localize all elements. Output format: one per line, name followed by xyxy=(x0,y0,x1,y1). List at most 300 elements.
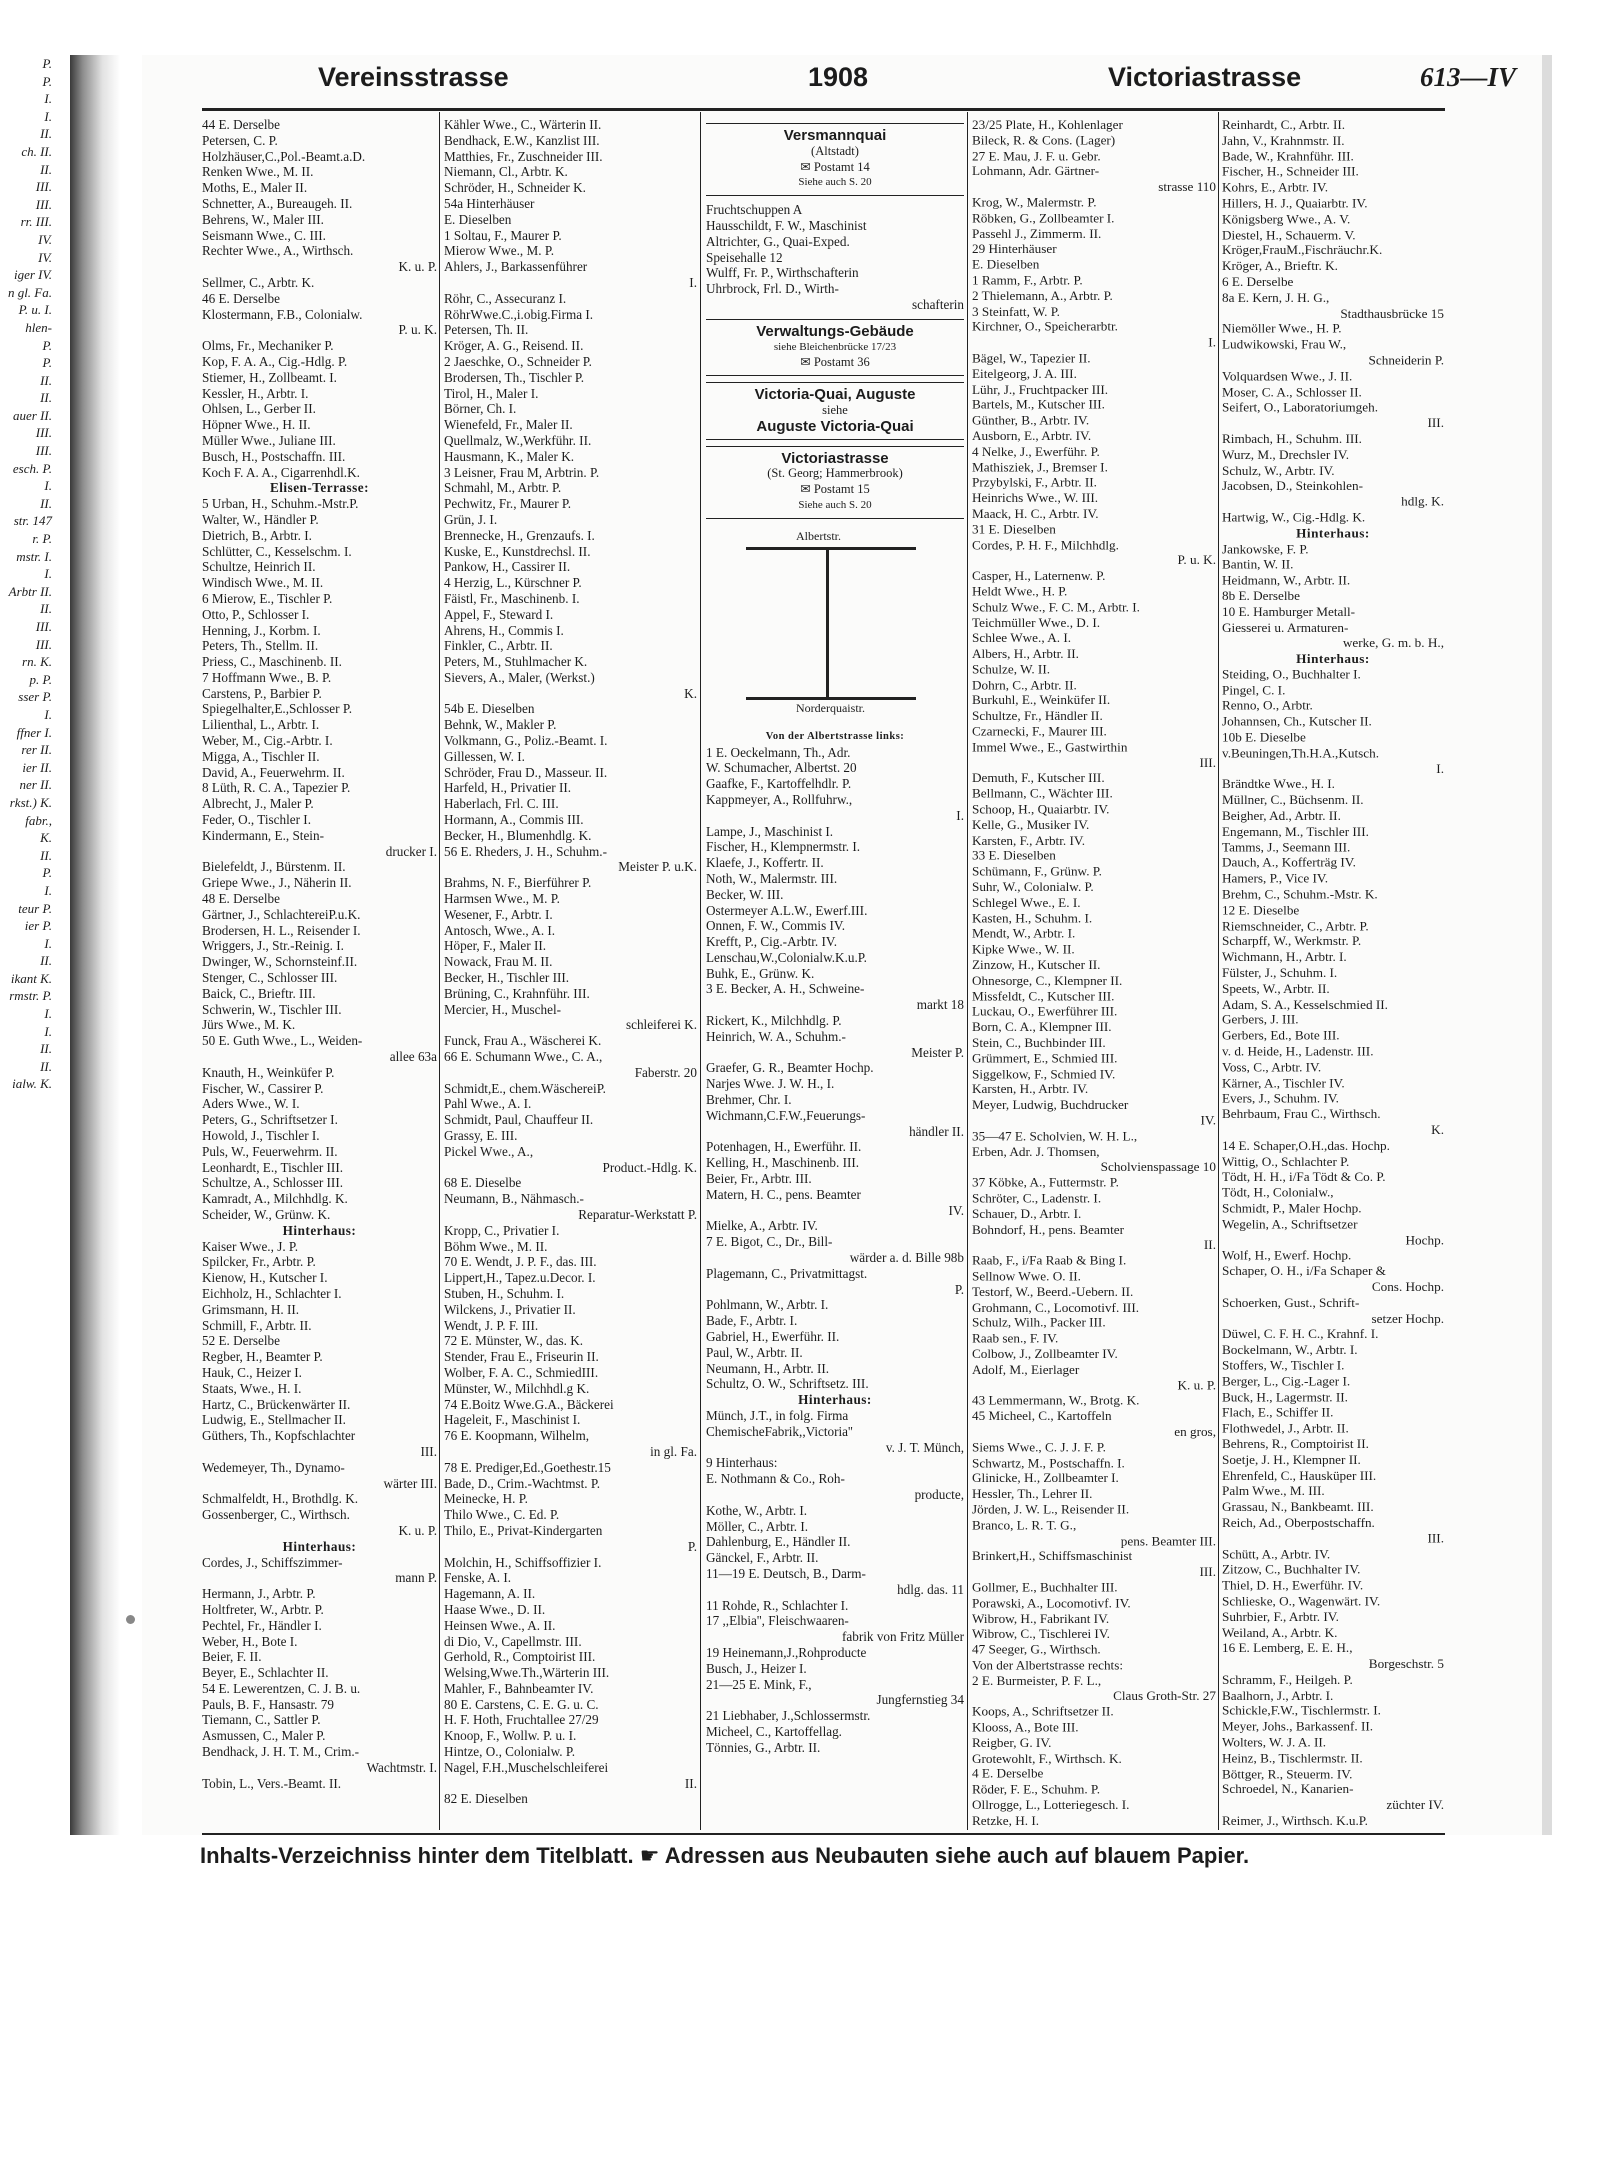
directory-entry: Brodersen, Th., Tischler P. xyxy=(444,369,585,385)
directory-entry: Narjes Wwe. J. W. H., I. xyxy=(706,1076,835,1092)
victoriastrasse-postamt: Postamt 15 xyxy=(813,482,870,497)
left-page-fragment: III. xyxy=(35,179,52,195)
directory-entry: Steiding, O., Buchhalter I. xyxy=(1222,666,1361,682)
directory-entry: Neumann, B., Nähmasch.- xyxy=(444,1191,584,1207)
directory-entry: 7 E. Bigot, C., Dr., Bill- xyxy=(706,1234,833,1250)
left-page-fragment: ier II. xyxy=(22,759,52,775)
left-page-fragment: hlen- xyxy=(25,319,52,335)
directory-entry: 46 E. Derselbe xyxy=(202,290,280,306)
directory-entry: Siggelkow, F., Schmied IV. xyxy=(972,1066,1116,1081)
directory-entry: 29 Hinterhäuser xyxy=(972,241,1057,257)
directory-entry: Schütt, A., Arbtr. IV. xyxy=(1222,1546,1331,1562)
directory-entry: Rimbach, H., Schuhm. III. xyxy=(1222,431,1362,447)
directory-entry: Wibrow, C., Tischlerei IV. xyxy=(972,1626,1110,1642)
directory-entry: Günther, B., Arbtr. IV. xyxy=(972,412,1090,428)
directory-entry: Hintze, O., Colonialw. P. xyxy=(444,1744,576,1760)
directory-entry: I. xyxy=(689,274,697,290)
directory-entry: 5 Urban, H., Schuhm.-Mstr.P. xyxy=(202,496,359,512)
directory-entry: Mendt, W., Arbtr. I. xyxy=(972,926,1076,941)
left-page-fragment: II. xyxy=(40,601,52,617)
directory-entry: 48 E. Derselbe xyxy=(202,891,280,907)
directory-entry: Griepe Wwe., J., Näherin II. xyxy=(202,875,352,891)
directory-entry: Peters, M., Stuhlmacher K. xyxy=(444,654,588,670)
directory-entry: Kohrs, E., Arbtr. IV. xyxy=(1222,179,1328,195)
directory-entry: Claus Groth-Str. 27 xyxy=(1113,1688,1216,1704)
directory-entry: Gänckel, F., Arbtr. II. xyxy=(706,1550,819,1566)
directory-entry: Matthies, Fr., Zuschneider III. xyxy=(444,148,603,164)
directory-entry: Kasten, H., Schuhm. I. xyxy=(972,910,1093,926)
directory-entry: Peters, G., Schriftsetzer I. xyxy=(202,1112,338,1128)
directory-entry: Jankowske, F. P. xyxy=(1222,541,1309,556)
directory-entry: Scholvienspassage 10 xyxy=(1100,1159,1216,1175)
directory-entry: III. xyxy=(420,1443,437,1459)
versmannquai-box xyxy=(706,123,964,196)
directory-entry: Grassy, E. III. xyxy=(444,1128,518,1143)
directory-entry: Puls, W., Feuerwehrm. II. xyxy=(202,1143,338,1159)
left-page-fragment: iger IV. xyxy=(13,267,52,283)
paper-speck xyxy=(126,1615,135,1624)
directory-entry: 21 Liebhaber, J.,Schlossermstr. xyxy=(706,1708,871,1724)
directory-entry: 23/25 Plate, H., Kohlenlager xyxy=(972,117,1123,132)
left-page-fragment: P. xyxy=(42,865,52,881)
left-page-fragment: II. xyxy=(40,847,52,863)
directory-entry: Gerbers, J. III. xyxy=(1222,1012,1299,1028)
directory-entry: I. xyxy=(1208,334,1216,350)
versmannquai-entries xyxy=(706,202,964,313)
directory-entry: Becker, H., Tischler III. xyxy=(444,970,570,986)
directory-entry: Hillers, H. J., Quaiarbtr. IV. xyxy=(1222,195,1368,211)
directory-entry: Gerhold, R., Comptoirist III. xyxy=(444,1649,596,1665)
directory-entry: Priess, C., Maschinenb. II. xyxy=(202,654,342,670)
victoriastrasse-title: Victoriastrasse xyxy=(781,449,889,467)
directory-entry: Giesserei u. Armaturen- xyxy=(1222,619,1349,635)
directory-entry: Sellnow Wwe. O. II. xyxy=(972,1268,1081,1284)
victoriastrasse-see: Siehe auch S. 20 xyxy=(798,498,872,511)
directory-entry: Thilo Wwe., C. Ed. P. xyxy=(444,1507,560,1523)
directory-entry: 16 E. Lemberg, E. E. H., xyxy=(1222,1640,1353,1656)
directory-entry: Fischer, W., Cassirer P. xyxy=(202,1080,324,1096)
left-page-fragment: auer II. xyxy=(13,407,52,423)
directory-entry: Przybylski, F., Arbtr. II. xyxy=(972,474,1097,490)
directory-entry: 4 Herzig, L., Kürschner P. xyxy=(444,575,582,591)
directory-entry: Voss, C., Arbtr. IV. xyxy=(1222,1059,1322,1075)
directory-entry: Holtfreter, W., Arbtr. P. xyxy=(202,1601,324,1617)
column-divider xyxy=(1218,112,1219,1830)
directory-entry: Jacobsen, D., Steinkohlen- xyxy=(1222,478,1364,494)
directory-entry: Gossenberger, C., Wirthsch. xyxy=(202,1507,350,1523)
directory-entry: pens. Beamter III. xyxy=(1120,1532,1216,1548)
directory-entry: Tönnies, G., Arbtr. II. xyxy=(706,1739,821,1755)
directory-entry: Weiland, A., Arbtr. K. xyxy=(1222,1624,1338,1640)
directory-entry: Teichmüller Wwe., D. I. xyxy=(972,614,1101,630)
directory-entry: Wriggers, J., Str.-Reinig. I. xyxy=(202,938,344,954)
directory-entry: Spilcker, Fr., Arbtr. P. xyxy=(202,1254,316,1270)
directory-entry: Schultze, A., Schlosser III. xyxy=(202,1175,344,1191)
header-rule xyxy=(202,108,1445,111)
left-page-fragment: I. xyxy=(44,478,52,494)
directory-entry: Kuske, E., Kunstdrechsl. II. xyxy=(444,543,591,559)
directory-entry: Haberlach, Frl. C. III. xyxy=(444,796,559,812)
directory-entry: fabrik von Fritz Müller xyxy=(842,1629,964,1645)
directory-entry: in gl. Fa. xyxy=(650,1443,697,1459)
versmannquai-see: Siehe auch S. 20 xyxy=(798,176,872,189)
directory-entry: Adam, S. A., Kesselschmied II. xyxy=(1222,996,1388,1012)
directory-entry: Bellmann, C., Wächter III. xyxy=(972,786,1113,801)
directory-entry: P. u. K. xyxy=(398,322,437,338)
directory-entry: Klooss, A., Bote III. xyxy=(972,1719,1079,1735)
directory-entry: 35—47 E. Scholvien, W. H. L., xyxy=(972,1128,1138,1144)
directory-entry: Cons. Hochp. xyxy=(1371,1279,1444,1295)
directory-entry: Reigber, G. IV. xyxy=(972,1735,1052,1751)
left-page-fragment: P. xyxy=(42,355,52,371)
directory-entry: 12 E. Dieselbe xyxy=(1222,902,1300,918)
directory-entry: Dwinger, W., Schornsteinf.II. xyxy=(202,954,358,970)
directory-entry: IV. xyxy=(948,1202,964,1218)
directory-entry: 2 Jaeschke, O., Schneider P. xyxy=(444,353,592,369)
directory-entry: Pechtel, Fr., Händler I. xyxy=(202,1617,322,1633)
directory-entry: Meyer, Ludwig, Buchdrucker xyxy=(972,1097,1129,1113)
directory-entry: Kähler Wwe., C., Wärterin II. xyxy=(444,117,602,132)
directory-entry: Königsberg Wwe., A. V. xyxy=(1222,211,1351,227)
directory-entry: Albers, H., Arbtr. II. xyxy=(972,646,1079,661)
directory-entry: Schlieske, O., Wagenwärt. IV. xyxy=(1222,1593,1381,1609)
directory-entry: Immel Wwe., E., Gastwirthin xyxy=(972,739,1128,755)
directory-entry: Ohnesorge, C., Klempner II. xyxy=(972,972,1123,988)
directory-entry: Busch, J., Heizer I. xyxy=(706,1660,807,1676)
directory-entry: Moths, E., Maler II. xyxy=(202,180,308,196)
directory-entry: Flothwedel, J., Arbtr. II. xyxy=(1222,1420,1349,1436)
directory-entry: Siems Wwe., C. J. J. F. P. xyxy=(972,1439,1106,1455)
page-number: 613—IV xyxy=(1420,62,1517,92)
directory-entry: Ohlsen, L., Gerber II. xyxy=(202,401,316,417)
directory-entry: Jungfernstieg 34 xyxy=(876,1692,964,1708)
directory-entry: Dauch, A., Kofferträg IV. xyxy=(1222,855,1356,871)
left-page-fragment: str. 147 xyxy=(13,513,52,529)
directory-entry: Adolf, M., Eierlager xyxy=(972,1361,1080,1377)
directory-entry: Heinsen Wwe., A. II. xyxy=(444,1617,556,1633)
directory-entry: Stoffers, W., Tischler I. xyxy=(1222,1357,1345,1373)
directory-entry: 1 Ramm, F., Arbtr. P. xyxy=(972,272,1083,288)
directory-entry: Fenske, A. I. xyxy=(444,1570,512,1586)
directory-entry: Bartels, M., Kutscher III. xyxy=(972,397,1105,412)
directory-entry: markt 18 xyxy=(916,997,964,1013)
directory-entry: E. Dieselben xyxy=(972,257,1040,272)
victoria-quai-box xyxy=(706,382,964,439)
column-1 xyxy=(202,117,437,1791)
directory-entry: Welsing,Wwe.Th.,Wärterin III. xyxy=(444,1665,610,1681)
directory-entry: Pahl Wwe., A. I. xyxy=(444,1096,532,1112)
directory-entry: 8 Lüth, R. C. A., Tapezier P. xyxy=(202,780,351,796)
directory-entry: Schoerken, Gust., Schrift- xyxy=(1222,1294,1360,1310)
directory-entry: Hormann, A., Commis III. xyxy=(444,812,584,828)
directory-entry: Niemöller Wwe., H. P. xyxy=(1222,321,1342,337)
directory-entry: Wedemeyer, Th., Dynamo- xyxy=(202,1459,345,1475)
directory-entry: schafterin xyxy=(912,296,964,312)
directory-entry: Tödt, H., Colonialw., xyxy=(1222,1184,1334,1200)
directory-entry: Güthers, Th., Kopfschlachter xyxy=(202,1428,356,1444)
header-right: Victoriastrasse xyxy=(1108,62,1302,92)
directory-entry: Bockelmann, W., Arbtr. I. xyxy=(1222,1342,1358,1357)
directory-entry: Pohlmann, W., Arbtr. I. xyxy=(706,1297,829,1313)
directory-entry: Krog, W., Malermstr. P. xyxy=(972,194,1097,210)
directory-entry: 47 Seeger, G., Wirthsch. xyxy=(972,1641,1101,1657)
directory-entry: Müller Wwe., Juliane III. xyxy=(202,432,336,448)
directory-entry: K. u. P. xyxy=(398,259,437,275)
directory-entry: 54 E. Lewerentzen, C. J. B. u. xyxy=(202,1680,361,1696)
directory-entry: Kärner, A., Tischler IV. xyxy=(1222,1075,1345,1090)
victoriastrasse-entries xyxy=(706,745,964,1756)
left-page-fragment: ffner I. xyxy=(16,724,52,740)
directory-entry: III. xyxy=(1427,1530,1444,1546)
header-left: Vereinsstrasse xyxy=(318,62,509,92)
left-page-fragment: III. xyxy=(35,636,52,652)
directory-entry: Albrecht, J., Maler P. xyxy=(202,796,314,812)
directory-entry: Hartwig, W., Cig.-Hdlg. K. xyxy=(1222,509,1366,525)
directory-entry: 52 E. Derselbe xyxy=(202,1333,280,1349)
directory-entry: Luckau, O., Ewerführer III. xyxy=(972,1003,1118,1019)
directory-entry: 11 Rohde, R., Schlachter I. xyxy=(706,1597,849,1613)
directory-entry: Röder, F. E., Schuhm. P. xyxy=(972,1781,1101,1797)
directory-entry: Jürs Wwe., M. K. xyxy=(202,1017,296,1033)
directory-entry: Finkler, C., Arbtr. II. xyxy=(444,638,553,654)
directory-entry: Beier, Fr., Arbtr. III. xyxy=(706,1171,812,1187)
verwaltung-postamt: Postamt 36 xyxy=(813,355,870,370)
directory-entry: Fäistl, Fr., Maschinenb. I. xyxy=(444,590,580,606)
directory-entry: Schaper, O. H., i/Fa Schaper & xyxy=(1222,1263,1386,1279)
directory-entry: Stein, C., Buchbinder III. xyxy=(972,1035,1106,1050)
envelope-icon: ✉ xyxy=(800,355,814,370)
directory-entry: Schröder, Frau D., Masseur. II. xyxy=(444,764,608,780)
directory-entry: Mercier, H., Muschel- xyxy=(444,1001,562,1017)
directory-entry: Kröger, A., Brieftr. K. xyxy=(1222,258,1338,274)
directory-entry: Hochp. xyxy=(1405,1232,1444,1247)
map-street-albertstr xyxy=(746,547,916,550)
directory-entry: Schulz, W., Arbtr. IV. xyxy=(1222,462,1335,478)
directory-entry: Peters, Th., Stellm. II. xyxy=(202,638,319,654)
directory-entry: IV. xyxy=(1200,1112,1216,1128)
left-page-fragment: II. xyxy=(40,390,52,406)
directory-entry: Ollrogge, L., Lotteriegesch. I. xyxy=(972,1797,1130,1813)
directory-entry: Dahlenburg, E., Händler II. xyxy=(706,1534,851,1550)
directory-entry: Lilienthal, L., Arbtr. I. xyxy=(202,717,320,733)
directory-entry: Reimer, J., Wirthsch. K.u.P. xyxy=(1222,1813,1368,1829)
left-page-fragment: II. xyxy=(40,953,52,969)
directory-entry: Moser, C. A., Schlosser II. xyxy=(1222,383,1362,399)
directory-entry: Tiemann, C., Sattler P. xyxy=(202,1712,321,1728)
directory-entry: Bohndorf, H., pens. Beamter xyxy=(972,1221,1124,1237)
directory-entry: 1 Soltau, F., Maurer P. xyxy=(444,227,562,243)
directory-entry: Müllner, C., Büchsenm. II. xyxy=(1222,792,1364,808)
directory-entry: Schröter, C., Ladenstr. I. xyxy=(972,1190,1102,1206)
directory-entry: Renno, O., Arbtr. xyxy=(1222,698,1313,714)
footer-rule xyxy=(202,1833,1445,1835)
directory-entry: 66 E. Schumann Wwe., C. A., xyxy=(444,1049,603,1065)
directory-entry: Schröder, H., Schneider K. xyxy=(444,180,586,196)
directory-entry: Schultze, Heinrich II. xyxy=(202,559,316,575)
directory-entry: Borgeschstr. 5 xyxy=(1368,1656,1444,1672)
directory-entry: Knoop, F., Wollw. P. u. I. xyxy=(444,1728,577,1744)
directory-entry: Wilckens, J., Privatier II. xyxy=(444,1301,576,1317)
directory-entry: Jörden, J. W. L., Reisender II. xyxy=(972,1501,1130,1517)
header-center: 1908 xyxy=(808,62,869,92)
directory-entry: Feder, O., Tischler I. xyxy=(202,812,311,828)
directory-entry: 4 Nelke, J., Ewerführ. P. xyxy=(972,443,1100,459)
left-page-fragment: rn. K. xyxy=(22,654,52,670)
directory-entry: Petersen, C. P. xyxy=(202,132,278,148)
left-page-fragment: ikant K. xyxy=(10,970,52,986)
directory-entry: Pechwitz, Fr., Maurer P. xyxy=(444,496,572,512)
directory-entry: Wienefeld, Fr., Maler II. xyxy=(444,417,573,433)
directory-entry: Suhrbier, F., Arbtr. IV. xyxy=(1222,1608,1339,1624)
versmannquai-subtitle: (Altstadt) xyxy=(811,143,859,158)
directory-entry: Klostermann, F.B., Colonialw. xyxy=(202,306,363,322)
directory-entry: Thiel, D. H., Ewerführ. IV. xyxy=(1222,1577,1364,1593)
directory-entry: Meyer, Johs., Barkassenf. II. xyxy=(1222,1718,1374,1734)
directory-entry: 54b E. Dieselben xyxy=(444,701,535,717)
directory-entry: Kaiser Wwe., J. P. xyxy=(202,1238,299,1254)
directory-entry: Gillessen, W. I. xyxy=(444,748,525,764)
street-map xyxy=(706,529,964,719)
directory-entry: Dohrn, C., Arbtr. II. xyxy=(972,677,1077,692)
directory-entry: Heinrich, W. A., Schuhm.- xyxy=(706,1028,846,1044)
directory-entry: Wendt, J. P. F. III. xyxy=(444,1317,539,1333)
directory-entry: Brändtke Wwe., H. I. xyxy=(1222,776,1335,792)
directory-entry: Spiegelhalter,E.,Schlosser P. xyxy=(202,701,353,717)
directory-entry: Klaefe, J., Koffertr. II. xyxy=(706,855,824,871)
directory-entry: 37 Köbke, A., Futtermstr. P. xyxy=(972,1175,1119,1190)
left-page-fragment: I. xyxy=(44,566,52,582)
directory-entry: Tödt, H. H., i/Fa Tödt & Co. P. xyxy=(1222,1169,1386,1185)
directory-entry: Brüning, C., Krahnführ. III. xyxy=(444,985,590,1001)
column-divider xyxy=(967,112,968,1830)
directory-entry: Eichholz, H., Schlachter I. xyxy=(202,1285,342,1301)
directory-entry: Behrens, W., Maler III. xyxy=(202,211,324,227)
directory-entry: Karsten, H., Arbtr. IV. xyxy=(972,1081,1089,1097)
directory-entry: Ahrens, H., Commis I. xyxy=(444,622,564,638)
directory-entry: Branco, L. R. T. G., xyxy=(972,1517,1077,1533)
left-page-fragment: I. xyxy=(44,1006,52,1022)
directory-entry: P. xyxy=(954,1281,964,1297)
directory-entry: Wichmann,C.F.W.,Feuerungs- xyxy=(706,1107,866,1123)
directory-entry: Beyer, E., Schlachter II. xyxy=(202,1665,329,1681)
directory-entry: Kropp, C., Privatier I. xyxy=(444,1222,560,1238)
directory-entry: Düwel, C. F. H. C., Krahnf. I. xyxy=(1222,1326,1379,1342)
directory-entry: Bade, W., Krahnführ. III. xyxy=(1222,148,1354,164)
directory-entry: III. xyxy=(1427,415,1444,431)
directory-entry: Kröger, A. G., Reisend. II. xyxy=(444,338,584,354)
directory-entry: Aders Wwe., W. I. xyxy=(202,1096,300,1112)
directory-entry: Kop, F. A. A., Cig.-Hdlg. P. xyxy=(202,353,348,369)
directory-entry: Gollmer, E., Buchhalter III. xyxy=(972,1579,1118,1595)
left-page-fragment: p. P. xyxy=(29,671,52,687)
directory-entry: Carstens, P., Barbier P. xyxy=(202,685,322,701)
left-page-fragment: sser P. xyxy=(18,689,52,705)
directory-entry: Schlegel Wwe., E. I. xyxy=(972,894,1081,910)
versmannquai-title: Versmannquai xyxy=(783,127,887,144)
left-page-fragment: II. xyxy=(40,1058,52,1074)
directory-entry: III. xyxy=(1199,1564,1216,1579)
envelope-icon: ✉ xyxy=(800,482,814,497)
directory-entry: 8b E. Derselbe xyxy=(1222,588,1300,604)
directory-entry: Jahn, V., Krahnmstr. II. xyxy=(1222,132,1345,148)
directory-entry: Schmalfeldt, H., Brothdlg. K. xyxy=(202,1491,359,1507)
directory-entry: 10b E. Dieselbe xyxy=(1222,729,1306,745)
victoria-quai-see: siehe xyxy=(822,402,848,417)
directory-entry: K. u. P. xyxy=(1177,1377,1216,1393)
left-page-fragment: II. xyxy=(40,372,52,388)
directory-entry: Hamers, P., Vice IV. xyxy=(1222,870,1329,886)
directory-entry: Diestel, H., Schauerm. V. xyxy=(1222,226,1356,242)
directory-entry: Pickel Wwe., A., xyxy=(444,1143,534,1159)
directory-entry: Demuth, F., Kutscher III. xyxy=(972,770,1105,786)
directory-entry: Holzhäuser,C.,Pol.-Beamt.a.D. xyxy=(202,148,366,164)
directory-entry: Stiemer, H., Zollbeamt. I. xyxy=(202,369,337,385)
directory-entry: producte, xyxy=(914,1486,964,1502)
directory-entry: Grümmert, E., Schmied III. xyxy=(972,1050,1118,1066)
left-page-fragment: III. xyxy=(35,196,52,212)
left-page-fragment: ch. II. xyxy=(21,143,52,159)
directory-entry: Schmidt,E., chem.WäschereiP. xyxy=(444,1080,606,1096)
directory-entry: Bielefeldt, J., Bürstenm. II. xyxy=(202,859,346,875)
verwaltung-title: Verwaltungs-Gebäude xyxy=(756,322,914,340)
directory-entry: 31 E. Dieselben xyxy=(972,521,1056,537)
directory-entry: Harmsen Wwe., M. P. xyxy=(444,891,560,907)
directory-entry: I. xyxy=(956,807,964,823)
directory-entry: Münch, J.T., in folg. Firma xyxy=(706,1408,849,1423)
left-page-fragment: P. xyxy=(42,73,52,89)
directory-entry: Hauk, C., Heizer I. xyxy=(202,1364,302,1380)
map-street-victoriastr xyxy=(826,549,829,699)
directory-entry: Casper, H., Laternenw. P. xyxy=(972,568,1106,584)
left-page-fragment: IV. xyxy=(38,249,52,265)
directory-entry: Lampe, J., Maschinist I. xyxy=(706,823,834,839)
directory-entry: Möller, C., Arbtr. I. xyxy=(706,1518,809,1534)
directory-entry: Schroedel, N., Kanarien- xyxy=(1222,1781,1354,1797)
directory-entry: Stuben, H., Schuhm. I. xyxy=(444,1285,565,1301)
directory-entry: Altrichter, G., Quai-Exped. xyxy=(706,233,850,249)
directory-entry: Staats, Wwe., H. I. xyxy=(202,1380,302,1396)
directory-entry: Behrbaum, Frau C., Wirthsch. xyxy=(1222,1106,1381,1122)
directory-entry: Lohmann, Adr. Gärtner- xyxy=(972,163,1100,179)
directory-entry: Meister P. u.K. xyxy=(618,859,697,875)
directory-entry: Born, C. A., Klempner III. xyxy=(972,1019,1112,1035)
directory-entry: Stenger, C., Schlosser III. xyxy=(202,970,338,986)
directory-entry: 2 Thielemann, A., Arbtr. P. xyxy=(972,288,1113,303)
directory-entry: Erben, Adr. J. Thomsen, xyxy=(972,1143,1100,1159)
directory-entry: Schramm, F., Heilgeh. P. xyxy=(1222,1671,1353,1687)
directory-entry: 70 E. Wendt, J. P. F., das. III. xyxy=(444,1254,597,1270)
directory-entry: Faberstr. 20 xyxy=(634,1064,697,1080)
directory-entry: Schulze, W. II. xyxy=(972,661,1051,677)
directory-entry: mann P. xyxy=(395,1570,437,1586)
directory-entry: Reparatur-Werkstatt P. xyxy=(578,1206,697,1222)
directory-entry: Uhrbrock, Frl. D., Wirth- xyxy=(706,281,839,297)
directory-entry: Baalhorn, J., Arbtr. I. xyxy=(1222,1687,1334,1703)
left-page-fragment: teur P. xyxy=(18,900,52,916)
map-label-albertstr: Albertstr. xyxy=(796,528,841,543)
directory-entry: setzer Hochp. xyxy=(1371,1310,1444,1326)
directory-entry: Kelling, H., Maschinenb. III. xyxy=(706,1155,860,1171)
directory-entry: Börner, Ch. I. xyxy=(444,401,517,417)
directory-entry: Olms, Fr., Mechaniker P. xyxy=(202,338,334,354)
directory-entry: Weber, M., Cig.-Arbtr. I. xyxy=(202,733,333,749)
directory-entry: 21—25 E. Mink, F., xyxy=(706,1676,812,1692)
directory-entry: K. u. P. xyxy=(398,1522,437,1538)
directory-entry: Reinhardt, C., Arbtr. II. xyxy=(1222,117,1346,132)
directory-entry: Buck, H., Lagermstr. II. xyxy=(1222,1389,1348,1405)
directory-entry: Hermann, J., Arbtr. P. xyxy=(202,1586,316,1602)
directory-entry: Nagel, F.H.,Muschelschleiferei xyxy=(444,1759,609,1775)
